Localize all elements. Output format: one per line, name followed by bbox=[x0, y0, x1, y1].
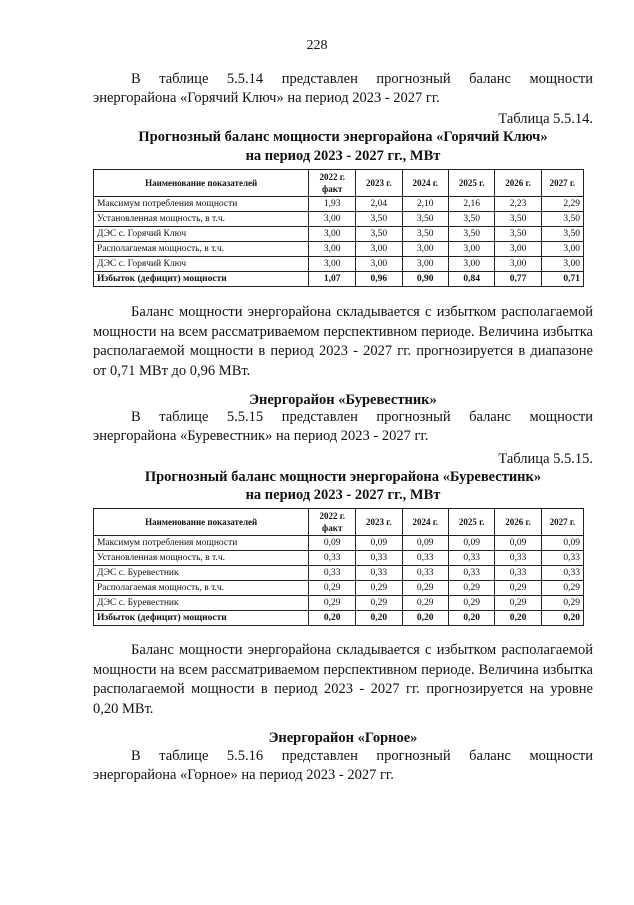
cell: 0,90 bbox=[402, 272, 448, 287]
cell: 0,29 bbox=[495, 596, 541, 611]
row-name: Максимум потребления мощности bbox=[94, 536, 309, 551]
cell: 0,20 bbox=[402, 611, 448, 626]
cell: 3,00 bbox=[495, 242, 541, 257]
cell: 3,00 bbox=[356, 242, 402, 257]
table-row bbox=[94, 581, 584, 596]
cell: 3,00 bbox=[541, 257, 583, 272]
cell: 0,33 bbox=[356, 551, 402, 566]
row-name: Избыток (дефицит) мощности bbox=[94, 611, 309, 626]
cell: 3,00 bbox=[356, 257, 402, 272]
cell: 0,29 bbox=[448, 581, 494, 596]
row-name: Располагаемая мощность, в т.ч. bbox=[94, 242, 309, 257]
section3-heading: Энергорайон «Горное» bbox=[268, 730, 418, 746]
section2-table-label: Таблица 5.5.15. bbox=[498, 451, 593, 467]
cell: 3,00 bbox=[448, 257, 494, 272]
cell: 0,96 bbox=[356, 272, 402, 287]
cell: 3,00 bbox=[402, 242, 448, 257]
table-header-row bbox=[94, 170, 584, 197]
header-2026: 2026 г. bbox=[495, 170, 541, 197]
cell: 0,33 bbox=[541, 566, 583, 581]
table-5-5-15 bbox=[93, 508, 584, 626]
header-2023: 2023 г. bbox=[356, 170, 402, 197]
cell: 0,29 bbox=[356, 596, 402, 611]
section1-table-title-line2: на период 2023 - 2027 гг., МВт bbox=[245, 148, 441, 164]
cell: 0,29 bbox=[356, 581, 402, 596]
cell: 3,50 bbox=[448, 212, 494, 227]
table-row bbox=[94, 212, 584, 227]
cell: 3,50 bbox=[541, 212, 583, 227]
cell: 3,50 bbox=[495, 212, 541, 227]
cell: 0,09 bbox=[356, 536, 402, 551]
header-2027: 2027 г. bbox=[541, 170, 583, 197]
cell: 3,50 bbox=[356, 227, 402, 242]
header-name: Наименование показателей bbox=[94, 509, 309, 536]
cell: 0,71 bbox=[541, 272, 583, 287]
cell: 0,33 bbox=[495, 566, 541, 581]
section3-intro-line1: В таблице 5.5.16 представлен прогнозный баланс мощности bbox=[131, 748, 593, 764]
cell: 3,00 bbox=[495, 257, 541, 272]
section2-intro-line2: энергорайона «Буревестник» на период 2023 - 2027 гг. bbox=[93, 428, 429, 444]
cell: 3,00 bbox=[448, 242, 494, 257]
table-row bbox=[94, 227, 584, 242]
cell: 0,33 bbox=[448, 551, 494, 566]
section2-intro-line1: В таблице 5.5.15 представлен прогнозный баланс мощности bbox=[131, 409, 593, 425]
row-name: Установленная мощность, в т.ч. bbox=[94, 212, 309, 227]
cell: 0,09 bbox=[448, 536, 494, 551]
header-2024: 2024 г. bbox=[402, 170, 448, 197]
cell: 0,29 bbox=[402, 581, 448, 596]
cell: 3,50 bbox=[495, 227, 541, 242]
cell: 3,00 bbox=[309, 227, 356, 242]
table-row bbox=[94, 596, 584, 611]
cell: 2,29 bbox=[541, 197, 583, 212]
table-row bbox=[94, 536, 584, 551]
header-2022: 2022 г. факт bbox=[309, 170, 356, 197]
cell: 3,00 bbox=[309, 242, 356, 257]
header-2026: 2026 г. bbox=[495, 509, 541, 536]
cell: 0,20 bbox=[495, 611, 541, 626]
cell: 0,20 bbox=[309, 611, 356, 626]
cell: 1,93 bbox=[309, 197, 356, 212]
cell: 3,00 bbox=[309, 212, 356, 227]
cell: 2,23 bbox=[495, 197, 541, 212]
cell: 2,04 bbox=[356, 197, 402, 212]
row-name: Установленная мощность, в т.ч. bbox=[94, 551, 309, 566]
header-2023: 2023 г. bbox=[356, 509, 402, 536]
cell: 2,10 bbox=[402, 197, 448, 212]
cell: 0,29 bbox=[495, 581, 541, 596]
table-row bbox=[94, 257, 584, 272]
section2-table-title-line1: Прогнозный баланс мощности энергорайона «Буревестинк» bbox=[144, 469, 542, 485]
cell: 0,77 bbox=[495, 272, 541, 287]
cell: 3,50 bbox=[448, 227, 494, 242]
cell: 3,00 bbox=[309, 257, 356, 272]
cell: 0,29 bbox=[541, 581, 583, 596]
cell: 3,50 bbox=[356, 212, 402, 227]
cell: 0,20 bbox=[448, 611, 494, 626]
cell: 3,50 bbox=[402, 227, 448, 242]
cell: 1,07 bbox=[309, 272, 356, 287]
page-number: 228 bbox=[306, 38, 328, 53]
header-2027: 2027 г. bbox=[541, 509, 583, 536]
cell: 0,33 bbox=[309, 566, 356, 581]
section1-table-label: Таблица 5.5.14. bbox=[498, 111, 593, 127]
cell: 0,29 bbox=[309, 596, 356, 611]
cell: 0,09 bbox=[495, 536, 541, 551]
cell: 0,29 bbox=[448, 596, 494, 611]
table-5-5-14 bbox=[93, 169, 584, 287]
section3-intro-line2: энергорайона «Горное» на период 2023 - 2027 гг. bbox=[93, 767, 394, 783]
section1-intro-line1: В таблице 5.5.14 представлен прогнозный баланс мощности bbox=[131, 71, 593, 87]
cell: 0,33 bbox=[402, 566, 448, 581]
cell: 0,20 bbox=[356, 611, 402, 626]
header-2025: 2025 г. bbox=[448, 170, 494, 197]
section2-heading: Энергорайон «Буревестник» bbox=[249, 392, 437, 408]
row-name: ДЭС с. Горячий Ключ bbox=[94, 257, 309, 272]
cell: 0,29 bbox=[309, 581, 356, 596]
header-2024: 2024 г. bbox=[402, 509, 448, 536]
cell: 0,09 bbox=[402, 536, 448, 551]
cell: 0,33 bbox=[309, 551, 356, 566]
section2-balance-text: Баланс мощности энергорайона складывается с избытком располагаемой мощности на всем рассматриваемом перспективном периоде. Величина избытка располагаемой мощности в период 2023 - 2027 гг. прогнозируется на уровне 0,20 МВт. bbox=[93, 642, 593, 717]
header-2022: 2022 г. факт bbox=[309, 509, 356, 536]
table-row-total bbox=[94, 272, 584, 287]
cell: 2,16 bbox=[448, 197, 494, 212]
cell: 0,33 bbox=[356, 566, 402, 581]
cell: 0,33 bbox=[495, 551, 541, 566]
cell: 0,84 bbox=[448, 272, 494, 287]
cell: 3,50 bbox=[541, 227, 583, 242]
row-name: ДЭС с. Буревестник bbox=[94, 566, 309, 581]
cell: 3,00 bbox=[541, 242, 583, 257]
table-row bbox=[94, 197, 584, 212]
cell: 0,33 bbox=[402, 551, 448, 566]
section1-intro-line2: энергорайона «Горячий Ключ» на период 2023 - 2027 гг. bbox=[93, 90, 440, 106]
table-row bbox=[94, 566, 584, 581]
cell: 0,09 bbox=[541, 536, 583, 551]
table-row-total bbox=[94, 611, 584, 626]
header-2025: 2025 г. bbox=[448, 509, 494, 536]
cell: 0,33 bbox=[448, 566, 494, 581]
row-name: ДЭС с. Буревестник bbox=[94, 596, 309, 611]
cell: 0,20 bbox=[541, 611, 583, 626]
table-row bbox=[94, 242, 584, 257]
row-name: Максимум потребления мощности bbox=[94, 197, 309, 212]
cell: 3,50 bbox=[402, 212, 448, 227]
section1-table-title-line1: Прогнозный баланс мощности энергорайона «Горячий Ключ» bbox=[138, 129, 548, 145]
table-header-row bbox=[94, 509, 584, 536]
row-name: ДЭС с. Горячий Ключ bbox=[94, 227, 309, 242]
section2-table-title-line2: на период 2023 - 2027 гг., МВт bbox=[245, 487, 441, 503]
table-row bbox=[94, 551, 584, 566]
cell: 0,29 bbox=[541, 596, 583, 611]
row-name: Избыток (дефицит) мощности bbox=[94, 272, 309, 287]
cell: 0,33 bbox=[541, 551, 583, 566]
header-name: Наименование показателей bbox=[94, 170, 309, 197]
row-name: Располагаемая мощность, в т.ч. bbox=[94, 581, 309, 596]
cell: 3,00 bbox=[402, 257, 448, 272]
cell: 0,29 bbox=[402, 596, 448, 611]
cell: 0,09 bbox=[309, 536, 356, 551]
section1-balance-text: Баланс мощности энергорайона складывается с избытком располагаемой мощности на всем рассматриваемом перспективном периоде. Величина избытка располагаемой мощности в период 2023 - 2027 гг. прогнозируется в диапазоне от 0,71 МВт до 0,96 МВт. bbox=[93, 304, 593, 379]
